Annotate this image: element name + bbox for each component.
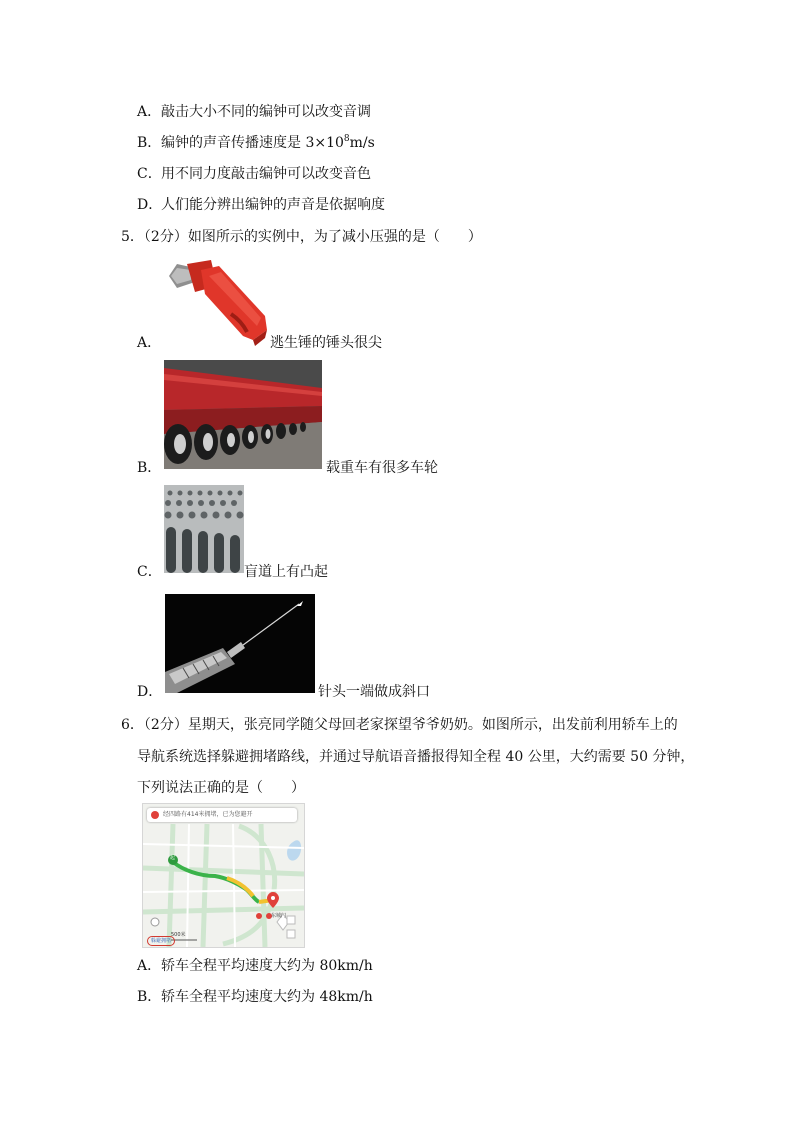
map-start-marker: 起 <box>170 855 176 861</box>
avoid-congestion-badge: 躲避拥堵 <box>147 936 175 946</box>
map-scale-label: 500米 <box>171 932 186 938</box>
option-letter: A． <box>137 104 162 120</box>
option-letter: A． <box>137 958 162 974</box>
q5-option-a-letter: A． <box>137 335 162 351</box>
safety-hammer-image <box>165 258 270 353</box>
q5-option-c-letter: C． <box>137 564 162 580</box>
exponent: 8 <box>343 134 350 144</box>
q5-option-d-letter: D． <box>137 684 163 700</box>
q6-stem-line-1: 6．（2分）星期天，张亮同学随父母回老家探望爷爷奶奶。如图所示，出发前利用轿车上的 <box>121 717 678 733</box>
q4-option-c <box>137 165 371 183</box>
q4-option-a <box>137 103 371 121</box>
option-text: 编钟的声音传播速度是 3×10 <box>161 135 344 151</box>
syringe-needle-image <box>165 594 315 693</box>
q6-stem-line-2: 导航系统选择躲避拥堵路线，并通过导航语音播报得知全程 40 公里，大约需要 50 分钟， <box>137 749 695 765</box>
option-text: 轿车全程平均速度大约为 48km/h <box>161 989 373 1005</box>
q5-option-b-letter: B． <box>137 460 162 476</box>
warning-icon <box>151 811 159 819</box>
option-text: 用不同力度敲击编钟可以改变音色 <box>161 166 371 182</box>
q6-option-a <box>137 957 373 975</box>
q5-stem: 5．（2分）如图所示的实例中，为了减小压强的是（ ） <box>121 229 482 245</box>
option-letter: D． <box>137 197 163 213</box>
option-text: 轿车全程平均速度大约为 80km/h <box>161 958 373 974</box>
option-unit: m/s <box>349 135 375 151</box>
tactile-paving-image <box>164 485 244 573</box>
q6-stem-line-3: 下列说法正确的是（ ） <box>137 780 305 796</box>
q5-option-d-caption: 针头一端做成斜口 <box>318 684 430 700</box>
map-banner <box>147 808 297 822</box>
q4-option-d <box>137 196 385 214</box>
option-text: 敲击大小不同的编钟可以改变音调 <box>161 104 371 120</box>
q6-option-b <box>137 988 373 1006</box>
q5-option-c-caption: 盲道上有凸起 <box>244 564 328 580</box>
navigation-map <box>142 803 305 948</box>
map-end-label: 东城门 <box>271 913 287 919</box>
heavy-truck-wheels-image <box>164 360 322 469</box>
q4-option-b <box>137 134 375 152</box>
q5-option-b-caption: 载重车有很多车轮 <box>326 460 438 476</box>
option-letter: C． <box>137 166 162 182</box>
map-banner-text: 经四路有414米拥堵，已为您避开 <box>163 811 253 818</box>
option-text: 人们能分辨出编钟的声音是依据响度 <box>161 197 385 213</box>
map-roads <box>143 804 304 947</box>
option-letter: B． <box>137 135 162 151</box>
option-letter: B． <box>137 989 162 1005</box>
q5-option-a-caption: 逃生锤的锤头很尖 <box>270 335 382 351</box>
